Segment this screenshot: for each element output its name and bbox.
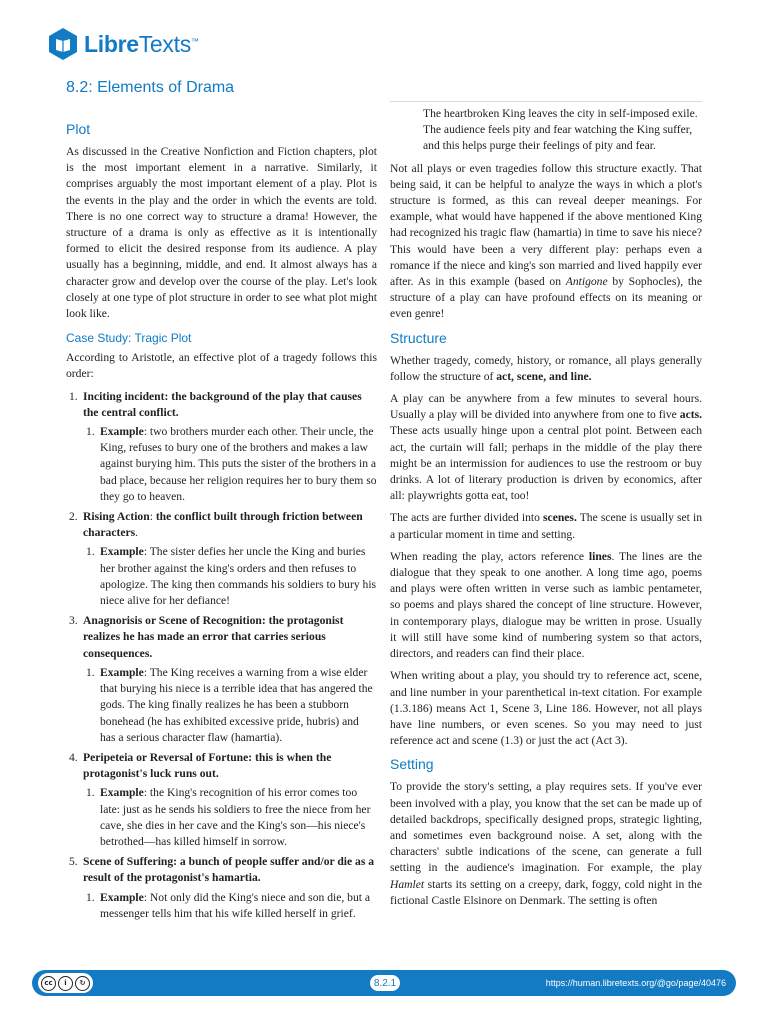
page-title: 8.2: Elements of Drama bbox=[66, 79, 235, 96]
heading-setting: Setting bbox=[390, 756, 434, 773]
sub-list bbox=[83, 665, 377, 746]
list-item: 1. Inciting incident: the background of the play that causes the central conflict. 1. Example: two brothers murder each other. Their uncle, the King, refuses to bury one of the brothers and makes a law against burying him. This puts the sister of the brothers in a bad place, because her religion requires her to bury them so they go to heaven. bbox=[66, 389, 377, 505]
share-alike-icon: ↻ bbox=[75, 976, 90, 991]
libretexts-wordmark: LibreTexts™ bbox=[84, 30, 199, 57]
cc-icon: cc bbox=[41, 976, 56, 991]
list-item: 4. Peripeteia or Reversal of Fortune: this is when the protagonist's luck runs out. 1. Example: the King's recognition of his error comes too late: just as he sends his soldiers to free the niece from her cave, she dies in her cave and the King's son—his niece's betrothed—has killed himself in sorrow. bbox=[66, 750, 377, 850]
list-item: 3. Anagnorisis or Scene of Recognition: the protagonist realizes he has made an error that carries serious consequences. 1. Example: The King receives a warning from a wise elder that burying his niece is a terrible idea that has angered the gods. The king finally realizes he has been a stubborn bonehead (he has exhibited excessive pride, hubris) and has a serious character flaw (hamartia). bbox=[66, 613, 377, 746]
structure-paragraph-5: When writing about a play, you should try to reference act, scene, and line number in your parenthetical in-text citation. For example (1.3.186) means Act 1, Scene 3, Line 186. However, not all plays have line numbers, or even scenes. So you may need to just reference act and scene (1.3) or just the act (Act 3). bbox=[390, 669, 702, 748]
setting-paragraph: To provide the story's setting, a play requires sets. If you've ever been involved with a play, you know that the set can be made up of detailed backdrops, specifically designed props, strategic lighting, and sometimes even background noise. A set, along with the characters' subtle indications of the scene, can generate a full setting in the audience's imagination. For example, the play Hamlet starts its setting on a creepy, dark, foggy, cold night in the fictional Castle Elsinore on Denmark. The setting is often bbox=[390, 780, 702, 907]
list-item: 1. Example: Not only did the King's niece and son die, but a messenger tells him that his wife killed herself in grief. bbox=[86, 890, 371, 920]
heading-structure: Structure bbox=[390, 329, 447, 346]
title-divider bbox=[390, 101, 702, 102]
list-item: 5. Scene of Suffering: a bunch of people suffer and/or die as a result of the protagonist's hamartia. 1. Example: Not only did the King's niece and son die, but a messenger tells him that his wife killed herself in grief. bbox=[66, 854, 377, 922]
libretexts-logo-icon bbox=[46, 27, 80, 61]
list-item: 2. Rising Action: the conflict built through friction between characters. 1. Example: The sister defies her uncle the King and buries her brother against the king's orders and then refuses to apologize. The king then commands his soldiers to bury his niece alive for her defiance! bbox=[66, 509, 377, 609]
list-item: 1. Example: the King's recognition of his error comes too late: just as he sends his soldiers to free the niece from her cave, she dies in her cave and the King's son—his niece's betrothed—has killed himself in sorrow. bbox=[86, 786, 371, 848]
sub-list bbox=[83, 424, 377, 505]
sub-list bbox=[83, 890, 377, 922]
left-column bbox=[66, 116, 377, 926]
page-number: 8.2.1 bbox=[370, 975, 400, 991]
right-column bbox=[390, 106, 702, 915]
list-item: 1. Example: two brothers murder each other. Their uncle, the King, refuses to bury one of the brothers and makes a law against burying him. This puts the sister of the brothers in a bad place, because her religion requires her to bury them so they go to heaven. bbox=[86, 425, 377, 503]
list-item: 1. Example: The King receives a warning from a wise elder that burying his niece is a terrible idea that has angered the gods. The king finally realizes he has been a stubborn bonehead (he has exhibited excessive pride, hubris) and has a serious character flaw (hamartia). bbox=[86, 665, 373, 744]
structure-paragraph-1: Whether tragedy, comedy, history, or romance, all plays generally follow the structure of act, scene, and line. bbox=[390, 353, 702, 383]
sub-list bbox=[83, 544, 377, 609]
heading-case-study: Case Study: Tragic Plot bbox=[66, 331, 192, 346]
continued-example-text: The heartbroken King leaves the city in self-imposed exile. The audience feels pity and fear watching the King suffer, and this helps purge their feelings of pity and fear. bbox=[423, 107, 698, 153]
structure-paragraph-4: When reading the play, actors reference lines. The lines are the dialogue that they speak to one another. A long time ago, poems and plays were often written in verse such as iambic pentameter, so poems and plays shared the concept of line structure. However, in contemporary plays, dialogue may be written in prose. Usually it will still have some kind of numbering system so that actors, directors, and readers can find their place. bbox=[390, 549, 702, 661]
cc-license-badge[interactable] bbox=[38, 973, 93, 993]
heading-plot: Plot bbox=[66, 121, 91, 137]
list-item: 1. Example: The sister defies her uncle the King and buries her brother against the king's orders and then refuses to apologize. The king then commands his soldiers to bury his niece alive for her defiance! bbox=[86, 545, 377, 608]
footer-bar bbox=[32, 970, 736, 996]
libretexts-logo[interactable] bbox=[46, 26, 199, 62]
sub-list bbox=[83, 785, 377, 850]
structure-paragraph-2: A play can be anywhere from a few minutes to several hours. Usually a play will be divided into anywhere from one to five acts. These acts usually hinge upon a central plot point. Between each act, the curtain will fall; perhaps in the middle of the play there might be an intermission for audiences to use the restroom or buy drinks. A lot of literary production is driven by economics, after all: playwrights gotta eat, too! bbox=[390, 392, 702, 503]
case-intro-paragraph: According to Aristotle, an effective plot of a tragedy follows this order: bbox=[66, 351, 377, 381]
page-url-link[interactable]: https://human.libretexts.org/@go/page/40476 bbox=[545, 978, 726, 988]
analysis-paragraph: Not all plays or even tragedies follow this structure exactly. That being said, it can be helpful to analyze the ways in which a plot's structure is formed, as this can reveal deeper meanings. For example, what would have happened if the above mentioned King had recognized his tragic flaw (hamartia) in time to save his niece? This would have been a very different play: perhaps even a romance if the niece and king's son married and lived happily ever after. As in this example (based on Antigone by Sophocles), the structure of a play can have profound effects on its meaning or even genre! bbox=[390, 161, 703, 321]
tragic-plot-list bbox=[66, 389, 377, 922]
by-attribution-icon: i bbox=[58, 976, 73, 991]
structure-paragraph-3: The acts are further divided into scenes. The scene is usually set in a particular moment in time and setting. bbox=[390, 511, 702, 541]
plot-paragraph: As discussed in the Creative Nonfiction and Fiction chapters, plot is the most important element in a narrative. Similarly, it comprises arguably the most important element of a play. Plot is the events in the play and the order in which the events are told. There is no one correct way to structure a drama! However, the structure of a drama is only as effective as it is intentionally formed to elicit the desired response from its audience. A play usually has a beginning, middle, and end. It almost always has a character grow and develop over the course of the play. Let's look closely at one type of plot structure in order to see what plot might look like. bbox=[66, 145, 377, 321]
